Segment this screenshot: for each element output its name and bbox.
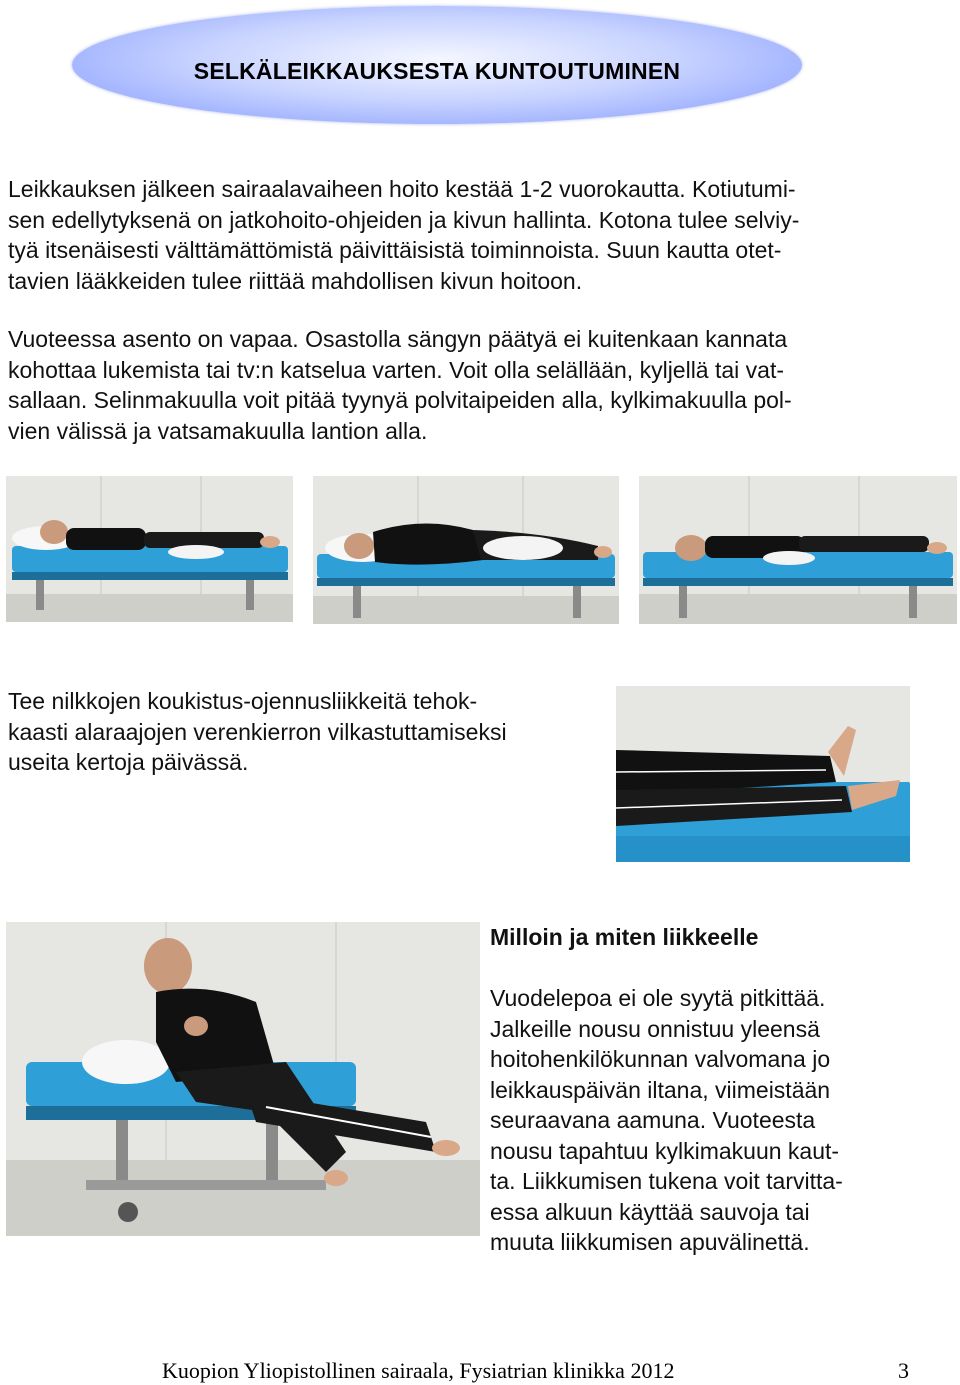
footer-institution: Kuopion Yliopistollinen sairaala, Fysiatrian klinikka 2012 xyxy=(162,1358,675,1383)
intro-line-3: tyä itsenäisesti välttämättömistä päivittäisistä toiminnoista. Suun kautta otet- xyxy=(8,237,782,263)
mobilization-line-8: essa alkuun käyttää sauvoja tai xyxy=(490,1198,810,1225)
positions-line-1: Vuoteessa asento on vapaa. Osastolla sängyn päätyä ei kuitenkaan kannata xyxy=(8,326,788,352)
title-banner xyxy=(72,6,802,124)
intro-paragraph xyxy=(8,174,908,296)
mobilization-text xyxy=(490,983,950,1258)
ankle-exercise-text xyxy=(8,686,598,778)
mobilization-line-3: hoitohenkilökunnan valvomana jo xyxy=(490,1046,831,1072)
mobilization-line-5: seuraavana aamuna. Vuoteesta xyxy=(490,1107,816,1133)
footer-page-number: 3 xyxy=(898,1358,909,1383)
photo-getting-up xyxy=(6,922,480,1236)
positions-paragraph xyxy=(8,324,908,446)
mobilization-line-2: Jalkeille nousu onnistuu yleensä xyxy=(490,1015,820,1042)
photo-ankle-exercise xyxy=(616,686,910,862)
mobilization-line-9: muuta liikkumisen apuvälinettä. xyxy=(490,1229,810,1255)
ankle-line-1: Tee nilkkojen koukistus-ojennusliikkeitä tehok- xyxy=(8,688,478,714)
intro-line-4: tavien lääkkeiden tulee riittää mahdollisen kivun hoitoon. xyxy=(8,267,583,294)
intro-line-2: sen edellytyksenä on jatkohoito-ohjeiden ja kivun hallinta. Kotona tulee selviy- xyxy=(8,206,800,233)
intro-line-1: Leikkauksen jälkeen sairaalavaiheen hoito kestää 1-2 vuorokautta. Kotiutumi- xyxy=(8,176,796,202)
mobilization-line-4: leikkauspäivän iltana, viimeistään xyxy=(490,1076,831,1103)
mobilization-heading: Milloin ja miten liikkeelle xyxy=(490,924,759,950)
page-title: SELKÄLEIKKAUKSESTA KUNTOUTUMINEN xyxy=(193,58,681,84)
mobilization-line-6: nousu tapahtuu kylkimakuun kaut- xyxy=(490,1137,840,1164)
photo-prone xyxy=(639,476,957,624)
mobilization-line-7: ta. Liikkumisen tukena voit tarvitta- xyxy=(490,1168,843,1194)
positions-line-3: sallaan. Selinmakuulla voit pitää tyynyä polvitaipeiden alla, kylkimakuulla pol- xyxy=(8,387,792,413)
ankle-line-2: kaasti alaraajojen verenkierron vilkastuttamiseksi xyxy=(8,718,507,745)
mobilization-line-1: Vuodelepoa ei ole syytä pitkittää. xyxy=(490,985,826,1011)
photo-supine xyxy=(6,476,293,622)
positions-line-4: vien välissä ja vatsamakuulla lantion alla. xyxy=(8,417,428,444)
ankle-line-3: useita kertoja päivässä. xyxy=(8,749,249,775)
positions-line-2: kohottaa lukemista tai tv:n katselua varten. Voit olla selällään, kyljellä tai vat- xyxy=(8,356,785,383)
photo-side-lying xyxy=(313,476,619,624)
